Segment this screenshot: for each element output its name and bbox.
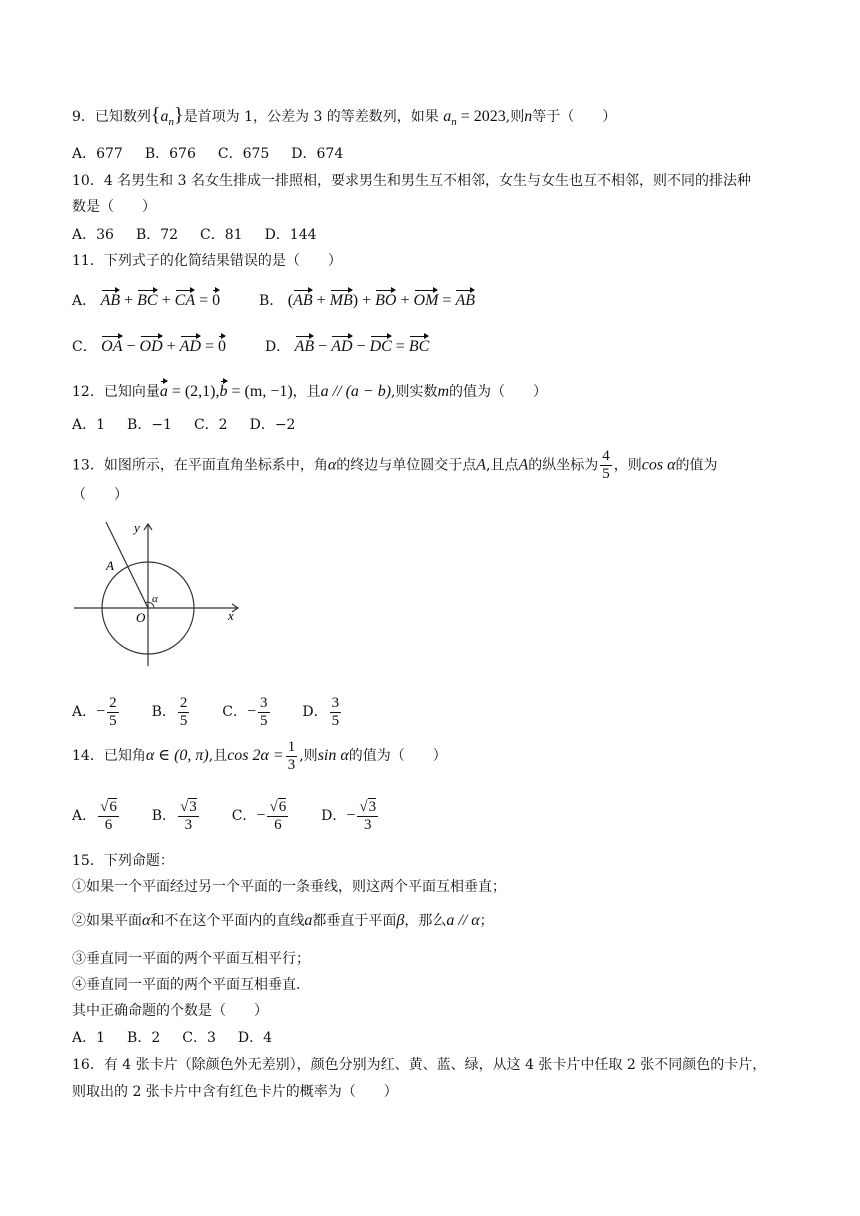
q12-option-d[interactable]: D．−2 <box>249 417 296 433</box>
q13-text-b: 的终边与单位圆交于点 <box>336 457 477 474</box>
q11-option-b-label[interactable]: B． <box>259 293 284 309</box>
q15-option-d[interactable]: D．4 <box>237 1030 272 1046</box>
q12-stem <box>72 379 547 402</box>
q15-stem: 15．下列命题： <box>72 853 174 869</box>
vector-dc: DC <box>370 334 392 357</box>
q13-option-a[interactable]: A．− $\frac{2}{5}$ <box>72 694 117 729</box>
q12-text: 12．已知向量 <box>72 384 160 400</box>
q9-expr-sub: n <box>451 115 457 128</box>
q13-options <box>72 692 343 732</box>
origin-label: O <box>136 610 146 625</box>
vector-bc: BC <box>137 288 157 311</box>
point-a-label: A <box>106 558 114 573</box>
vector-mb: MB <box>330 288 353 311</box>
q13-stem-line2: （ ） <box>72 487 128 503</box>
q12-parallel-expr: a // (a − b) <box>320 383 392 400</box>
vector-ab: AB <box>101 288 121 311</box>
vector-ca: CA <box>175 288 195 311</box>
q12-text-b: ，且 <box>292 384 321 400</box>
q12-option-c[interactable]: C．2 <box>193 417 228 433</box>
q12-text-c: ,则实数 <box>391 384 438 400</box>
q16-stem-line1: 16．有 4 张卡片（除颜色外无差别），颜色分别为红、黄、蓝、绿，从这 4 张卡片中任取 2 张不同颜色的卡片， <box>72 1057 767 1073</box>
q9-option-b[interactable]: B．676 <box>144 146 196 162</box>
q11-option-a-label[interactable]: A． <box>72 293 97 309</box>
vector-ab: AB <box>293 288 313 311</box>
q9-option-d[interactable]: D．674 <box>291 146 344 162</box>
vector-oa: OA <box>101 334 122 357</box>
q13-fraction: $\frac{4}{5}$ <box>602 448 610 482</box>
q9-seq-sub: n <box>168 115 175 128</box>
q13-option-b[interactable]: B． $\frac{2}{5}$ <box>151 694 188 729</box>
q13-option-c[interactable]: C．− $\frac{3}{5}$ <box>222 694 268 729</box>
q12-expr2: = (m, −1) <box>227 383 293 400</box>
q13-text: 13．如图所示，在平面直角坐标系中，角 <box>72 457 328 474</box>
vector-ad: AD <box>331 334 352 357</box>
q13-stem <box>72 448 717 483</box>
q13-text-c: ,且点 <box>486 457 519 474</box>
q13-alpha: α <box>327 456 337 474</box>
q14-expr2: cos 2α = <box>227 747 284 764</box>
vector-bo: BO <box>375 288 396 311</box>
q15-proposition-1: ①如果一个平面经过另一个平面的一条垂线，则这两个平面互相垂直； <box>72 879 506 895</box>
q10-option-b[interactable]: B．72 <box>135 227 179 243</box>
q13-text-f: 的值为 <box>675 457 718 474</box>
vector-od: OD <box>140 334 163 357</box>
q12-text-d: 的值为（ ） <box>449 384 548 400</box>
q10-option-d[interactable]: D．144 <box>264 227 317 243</box>
q13-point-a: A <box>476 456 487 474</box>
zero-vector: 0 <box>212 288 220 311</box>
q15-option-a[interactable]: A．1 <box>72 1030 106 1046</box>
q12-option-b[interactable]: B．−1 <box>127 417 172 433</box>
q14-expr1: α ∈ (0, π) <box>145 747 209 764</box>
y-axis-label: y <box>134 520 140 535</box>
q9-expr-value: = 2023 <box>456 108 506 125</box>
q9-seq-open: { <box>150 104 161 126</box>
q15-options <box>72 1028 294 1048</box>
q9-text: 9．已知数列 <box>72 109 151 125</box>
q13-text-d: 的纵坐标为 <box>528 457 599 474</box>
q14-text-c: ,则 <box>299 748 318 764</box>
q9-seq-var: a <box>160 108 169 125</box>
q11-stem: 11．下列式子的化简结果错误的是（ ） <box>72 253 342 269</box>
q10-option-a[interactable]: A．36 <box>72 227 114 243</box>
zero-vector: 0 <box>218 334 226 357</box>
q13-point-a: A <box>518 456 529 474</box>
vector-a: a <box>160 379 168 402</box>
q14-options <box>72 794 380 838</box>
q9-seq-close: } <box>174 104 184 126</box>
q15-question: 其中正确命题的个数是（ ） <box>72 1003 268 1019</box>
q13-cos: cos α <box>641 456 676 474</box>
q14-option-b[interactable]: B． $\frac{√3}{3}$ <box>151 798 197 833</box>
q9-options <box>72 144 365 164</box>
q14-option-c[interactable]: C．− $\frac{√6}{6}$ <box>231 798 287 833</box>
q9-text-d: 等于（ ） <box>532 109 617 125</box>
q9-option-c[interactable]: C．675 <box>217 146 270 162</box>
q14-fraction: $\frac{1}{3}$ <box>287 738 296 773</box>
x-axis-label: x <box>228 608 234 623</box>
alpha-label: α <box>152 593 158 605</box>
q14-stem <box>72 738 447 774</box>
q14-option-d[interactable]: D．− $\frac{√3}{3}$ <box>321 798 377 833</box>
q11-options-ab: A． AB + BC + CA = 0 B． (AB + MB) + BO + OM = AB <box>72 288 475 311</box>
vector-ad: AD <box>180 334 201 357</box>
q10-options <box>72 225 339 245</box>
q9-text-c: ,则 <box>505 109 525 125</box>
unit-circle-figure <box>72 518 252 668</box>
q15-proposition-4: ④垂直同一平面的两个平面互相垂直. <box>72 977 301 993</box>
q14-expr3: sin α <box>317 747 349 764</box>
vector-om: OM <box>414 288 439 311</box>
q9-expr-var: a <box>443 108 452 125</box>
q12-option-a[interactable]: A．1 <box>72 417 106 433</box>
q12-options <box>72 415 317 435</box>
q15-option-b[interactable]: B．2 <box>127 1030 161 1046</box>
q13-option-d[interactable]: D． $\frac{3}{5}$ <box>302 694 340 729</box>
q9-stem <box>72 105 616 132</box>
q9-option-a[interactable]: A．677 <box>72 146 123 162</box>
q11-option-c-label[interactable]: C． <box>72 339 97 355</box>
q15-option-c[interactable]: C．3 <box>182 1030 216 1046</box>
q16-stem-line2: 则取出的 2 张卡片中含有红色卡片的概率为（ ） <box>72 1084 398 1100</box>
q11-options-cd: C． OA − OD + AD = 0 D． AB − AD − DC = BC <box>72 334 429 357</box>
q15-proposition-2: ②如果平面α和不在这个平面内的直线a都垂直于平面β，那么a // α； <box>72 912 494 929</box>
q12-expr1: = (2,1), <box>167 383 220 400</box>
q10-option-c[interactable]: C．81 <box>200 227 243 243</box>
vector-ab: AB <box>455 288 475 311</box>
q11-option-d-label[interactable]: D． <box>264 339 291 355</box>
q9-text-b: 是首项为 1，公差为 3 的等差数列，如果 <box>183 109 439 125</box>
q12-var-m: m <box>437 383 450 400</box>
q14-text: 14．已知角 <box>72 748 146 764</box>
q14-option-a[interactable]: A． $\frac{√6}{6}$ <box>72 798 117 833</box>
q13-text-e: ，则 <box>613 457 642 474</box>
q10-stem-line1: 10．4 名男生和 3 名女生排成一排照相，要求男生和男生互不相邻，女生与女生也互不相邻，则不同的排法种 <box>72 173 751 189</box>
vector-bc: BC <box>409 334 429 357</box>
vector-ab: AB <box>295 334 315 357</box>
q9-var-n: n <box>524 108 533 125</box>
vector-b: b <box>220 379 228 402</box>
q10-stem-line2: 数是（ ） <box>72 199 156 215</box>
q15-proposition-3: ③垂直同一平面的两个平面互相平行； <box>72 951 310 967</box>
q14-text-d: 的值为（ ） <box>348 748 447 764</box>
q14-text-b: ,且 <box>208 748 228 764</box>
